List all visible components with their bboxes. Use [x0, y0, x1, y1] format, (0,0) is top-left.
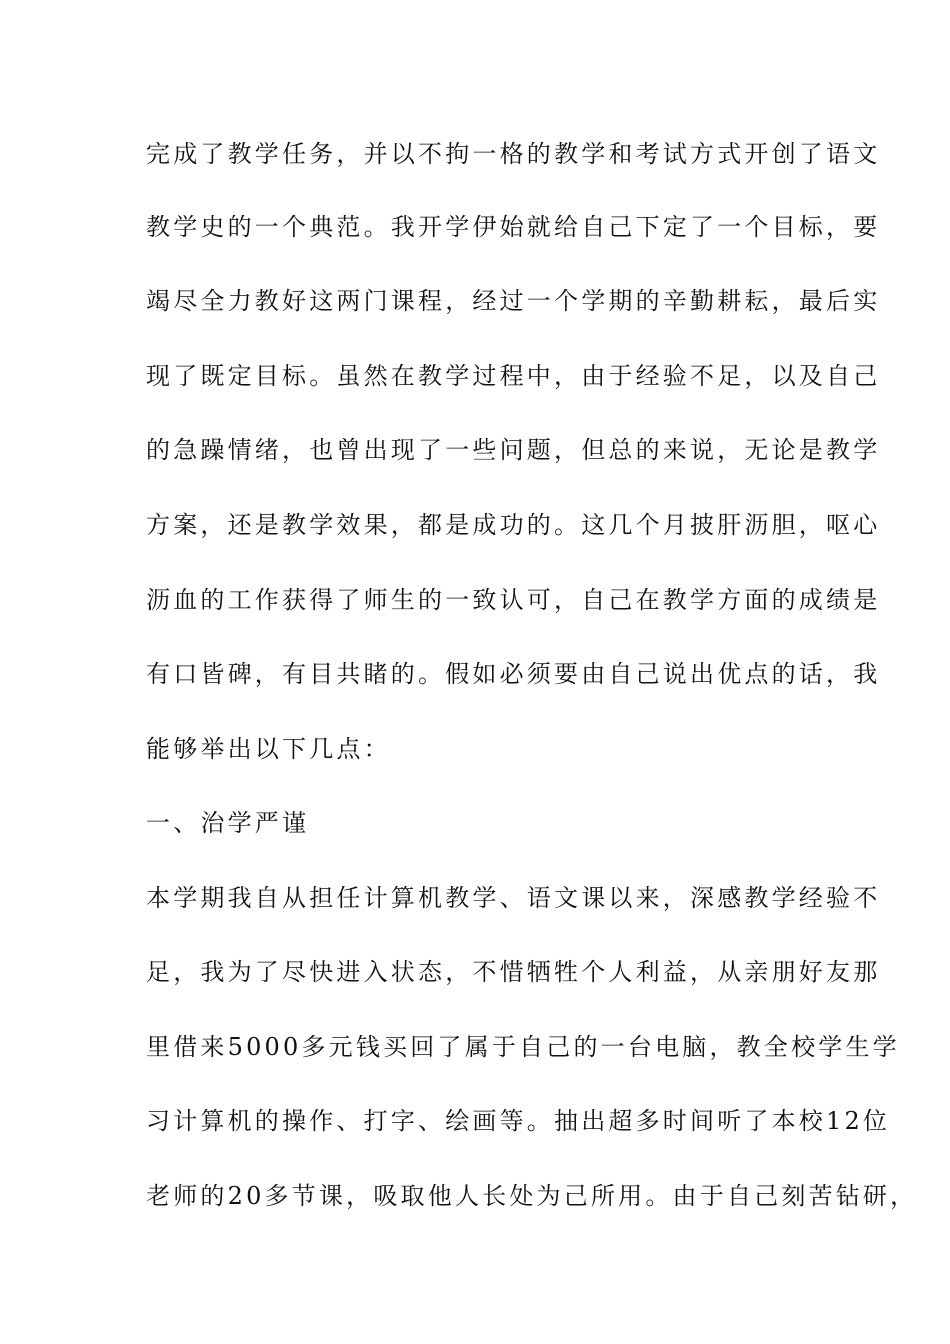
body-text-line: 教学史的一个典范。我开学伊始就给自己下定了一个目标，要 [146, 213, 881, 241]
body-text-line: 沥血的工作获得了师生的一致认可，自己在教学方面的成绩是 [146, 586, 881, 614]
body-text-line: 足，我为了尽快进入状态，不惜牺牲个人利益，从亲朋好友那 [146, 958, 881, 986]
body-text-line: 竭尽全力教好这两门课程，经过一个学期的辛勤耕耘，最后实 [146, 287, 881, 315]
body-text-line: 老师的20多节课，吸取他人长处为己所用。由于自己刻苦钻研， [146, 1182, 918, 1210]
body-text-line: 现了既定目标。虽然在教学过程中，由于经验不足，以及自己 [146, 362, 881, 390]
body-text-line: 方案，还是教学效果，都是成功的。这几个月披肝沥胆，呕心 [146, 511, 881, 539]
body-text-line: 里借来5000多元钱买回了属于自己的一台电脑，教全校学生学 [146, 1033, 900, 1061]
section-heading: 一、治学严谨 [146, 809, 310, 837]
body-text-line: 能够举出以下几点： [146, 735, 391, 763]
body-text-line: 有口皆碑，有目共睹的。假如必须要由自己说出优点的话，我 [146, 660, 881, 688]
body-text-line: 习计算机的操作、打字、绘画等。抽出超多时间听了本校12位 [146, 1107, 891, 1135]
body-text-line: 的急躁情绪，也曾出现了一些问题，但总的来说，无论是教学 [146, 436, 881, 464]
body-text-line: 本学期我自从担任计算机教学、语文课以来，深感教学经验不 [146, 884, 881, 912]
body-text-line: 完成了教学任务，并以不拘一格的教学和考试方式开创了语文 [146, 140, 881, 168]
